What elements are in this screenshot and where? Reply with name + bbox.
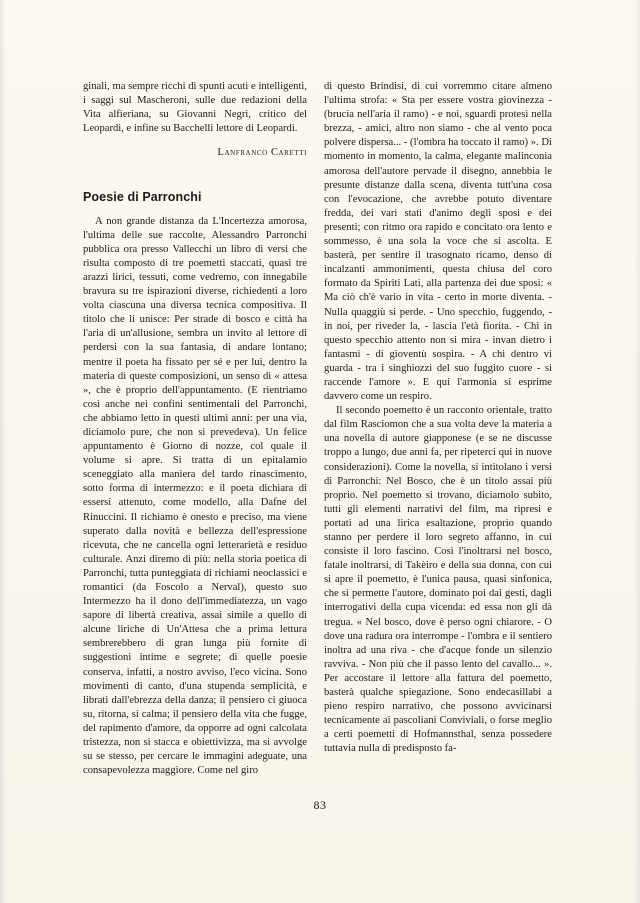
- left-column: [83, 80, 307, 778]
- author-signature: Lanfranco Caretti: [217, 147, 307, 159]
- right-column: [324, 80, 552, 757]
- page-edge-shadow-right: [634, 0, 640, 903]
- review-conclusion-paragraph: ginali, ma sempre ricchi di spunti acuti e intelligenti, i saggi sul Mascheroni, sulle due redazioni della Vita alfieriana, su Giovanni Negri, critico del Leopardi, e infine su Bacchelli lettore di Leopardi.: [83, 81, 307, 135]
- body-paragraph: A non grande distanza da L'Incertezza amorosa, l'ultima delle sue raccolte, Alessandro Parronchi pubblica ora presso Vallecchi un libro di versi che risulta composto di tre poemetti staccati, quasi tre arazzi lirici, tessuti, come vedremo, con innegabile bravura su tre ispirazioni diverse, richiedenti a loro volta ciascuna una diversa tecnica compositiva. Il titolo che li unisce: Per strade di bosco e città ha l'aria di un'allusione, sembra un invito al lettore di perdersi con la sua fantasia, di andare lontano; mentre il poeta ha fissato per sé e per lui, dentro la materia di queste composizioni, un senso di « attesa », che è proprio dell'appuntamento. (E rientriamo così anche nei confini sentimentali del Parronchi, che abbiamo letto in questi ultimi anni: per una via, diciamolo pure, che non si prevedeva). Un felice appuntamento è Giorno di nozze, col quale il volume si apre. Si tratta di un epitalamio sceneggiato alla maniera del tardo rinascimento, sotto forma di intermezzo: e il poeta dichiara di essersi attenuto, come modello, alla Dafne del Rinuccini. Il richiamo è onesto e preciso, ma viene superato dalla novità e bellezza dell'espressione ricevuta, che ne cancella ogni letterarietà e residuo culturale. Anzi diremo di più: nella storia poetica di Parronchi, tutta punteggiata di richiami neoclassici e romantici (da Foscolo a Nerval), questo suo Intermezzo ha il dono dell'immediatezza, un vago sapore di libertà creativa, assai simile a quello di alcune liriche di Un'Attesa che a prima lettura sembrerebbero di gran lunga più fornite di suggestioni intime e segrete; di quelle poesie conserva, infatti, a nostro avviso, l'eco vicina. Sono movimenti di canto, d'una stupenda semplicità, e librati dall'ebrezza della danza; il pensiero ci giuoca su, ritorna, si calma; il pensiero della vita che fugge, del rapimento d'amore, da opporre ad ogni calcolata tristezza, non si stacca e obiettivizza, ma si avvolge su se stesso, per cercare le immagini adeguate, una consapevolezza maggiore. Come nel giro: [83, 215, 307, 777]
- page-edge-shadow-left: [0, 0, 6, 903]
- body-paragraph-continued: di questo Brindisi, di cui vorremmo citare almeno l'ultima strofa: « Sta per essere vostra giovinezza - (brucia nell'aria il ramo) - e noi, sguardi protesi nella brezza, - amici, altro non siamo - che al vento poca polvere dispersa... - (l'ombra ha toccato il ramo) ». Di momento in momento, la calma, elegante malinconia amorosa dell'autore pervade il disegno, annebbia le presunte distanze dalla scena, diventa tutt'una cosa con l'evocazione, che avrebbe potuto diventare fredda, dei vari stati d'animo degli sposi e dei presenti; con ritmo ora rapido e concitato ora lento e sommesso, è una sola la voce che si ascolta. E basterà, per sentire il trasognato ricamo, denso di incalzanti ammonimenti, questa chiusa del coro formato da Spiriti Lati, alla partenza dei due sposi: « Ma ciò ch'è vario in vita - certo in morte diventa. - Nulla quaggiù si perde. - Uno specchio, fuggendo, - in noi, per riveder la, - lascia l'età fiorita. - Chi in questo specchio attento non si mira - invan dietro i fantasmi - di gioventù sospira. - A chi dentro vi guarda - tra i singhiozzi del suo fuggito cuore - si raccende l'amore ». E qui l'armonia si esprime davvero come un respiro.: [324, 81, 552, 403]
- page-number: 83: [313, 798, 327, 812]
- section-title: Poesie di Parronchi: [83, 190, 202, 205]
- body-paragraph-second-poem: Il secondo poemetto è un racconto orientale, tratto dal film Rasciomon che a sua volta deve la materia a una novella di autore giapponese (e se ne discusse troppo a lungo, due anni fa, per ripeterci qui in nuove considerazioni). Come la novella, si intitolano i versi di Parronchi: Nel Bosco, che è un titolo assai più proprio. Nel poemetto si trovano, diciamolo subito, tutti gli elementi narrativi del film, ma ripresi e portati ad una lirica esaltazione, proprio quando stanno per perdere il loro segreto affanno, in cui consiste il loro fascino. Così l'inoltrarsi nel bosco, fatale inoltrarsi, di Takèiro e della sua donna, con cui si apre il poemetto, è l'unica pausa, quasi sinfonica, che si permette l'autore, dominato poi dai gesti, dagli interrogativi della cupa vicenda: ed essa non gli dà tregua. « Nel bosco, dove è perso ogni chiarore. - O dove una radura ora interrompe - l'ombra e il sentiero inoltra ad una riva - che d'acque fonde un silenzio ravviva. - Non più che il passo lento del cavallo... ». Per accostare il lettore alla fattura del poemetto, basterà qualche spiegazione. Sono endecasillabi a pieno respiro narrativo, che possono avvicinarsi tecnicamente ai pascoliani Conviviali, o forse meglio a certi poemetti di Hofmannsthal, senza possedere tuttavia nulla di predisposto fa-: [324, 405, 552, 755]
